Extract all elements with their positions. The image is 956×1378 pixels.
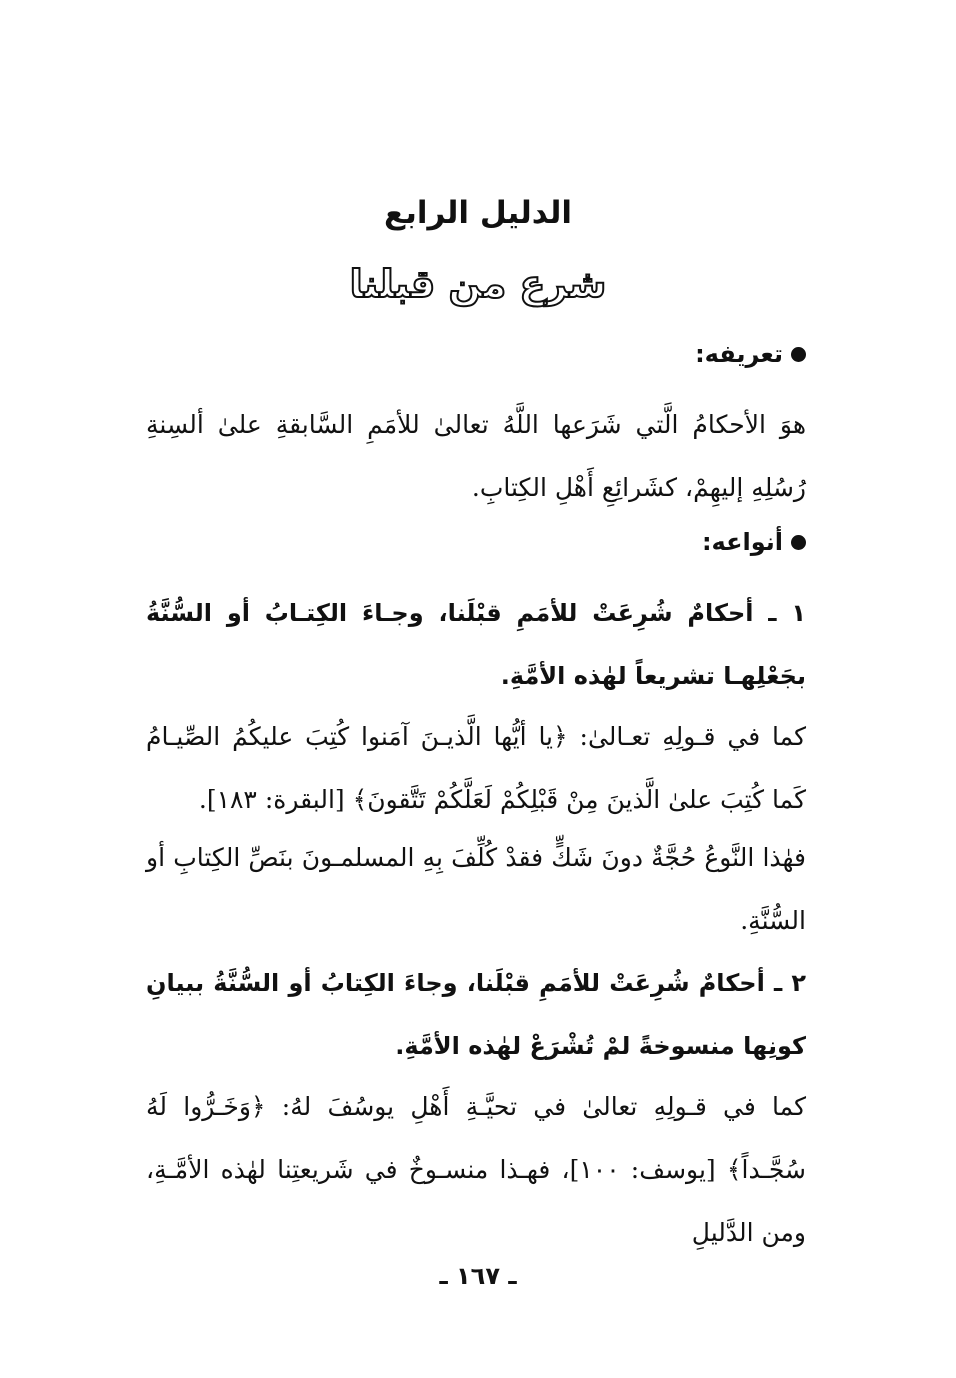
type2-example-paragraph bbox=[146, 1075, 806, 1264]
types-heading-label: أنواعه: bbox=[701, 528, 783, 556]
chapter-title: الدليل الرابع bbox=[384, 195, 572, 231]
bullet-icon bbox=[791, 347, 806, 362]
definition-heading-label: تعريفه: bbox=[695, 340, 783, 368]
types-heading bbox=[702, 528, 806, 556]
bullet-icon bbox=[791, 535, 806, 550]
definition-heading bbox=[695, 340, 806, 368]
type1-text: ١ ـ أحكامٌ شُرِعَتْ للأمَمِ قبْلَنا، وجـاءَ الكِتـابُ أو السُّنَّةُ بجَعْلِهـا تشريعاً لهٰذه الأمَّةِ. bbox=[146, 599, 806, 690]
type1-ruling-text: فهٰذا النَّوعُ حُجَّةٌ دونَ شَكٍّ فقدْ كُلِّفَ بِهِ المسلمـونَ بنَصِّ الكِتابِ أو السُّنَّةِ. bbox=[146, 843, 806, 935]
type2-text: ٢ ـ أحكامٌ شُرِعَتْ للأمَمِ قبْلَنا، وجاءَ الكِتابُ أو السُّنَّةُ ببيانِ كونِها منسوخةً لمْ تُشْرَعْ لهٰذه الأمَّةِ. bbox=[146, 969, 806, 1060]
definition-text: هوَ الأحكامُ الَّتي شَرَعها اللَّهُ تعالىٰ للأمَمِ السَّابقةِ علىٰ ألسِنةِ رُسُلِهِ إليهِمْ، كشَرائِعِ أَهْلِ الكِتابِ. bbox=[146, 410, 806, 502]
type1-paragraph bbox=[146, 582, 806, 708]
definition-paragraph bbox=[146, 393, 806, 519]
type1-example-text: كما في قـولِهِ تعـالىٰ: ﴿يا أيُّها الَّذيـنَ آمَنوا كُتِبَ عليكُمُ الصِّيـامُ كَما كُتِبَ علىٰ الَّذينَ مِنْ قَبْلِكُمْ لَعَلَّكُمْ تَتَّقونَ﴾ [البقرة: ١٨٣]. bbox=[146, 722, 806, 814]
page-number: ـ ١٦٧ ـ bbox=[439, 1262, 517, 1290]
type2-example-text: كما في قـولِهِ تعالىٰ في تحيَّـةِ أَهْلِ يوسُفَ لهُ: ﴿وَخَـرُّوا لَهُ سُجَّـداً﴾ [يوسف: ١٠٠]، فهـذا منسـوخٌ في شَريعتِنا لهٰذه الأمَّـةِ، ومن الدَّليلِ bbox=[146, 1092, 806, 1247]
type1-ruling-paragraph bbox=[146, 826, 806, 952]
type2-paragraph bbox=[146, 952, 806, 1078]
chapter-subtitle: شرع من قبلنا bbox=[349, 262, 607, 306]
type1-example-paragraph bbox=[146, 705, 806, 831]
